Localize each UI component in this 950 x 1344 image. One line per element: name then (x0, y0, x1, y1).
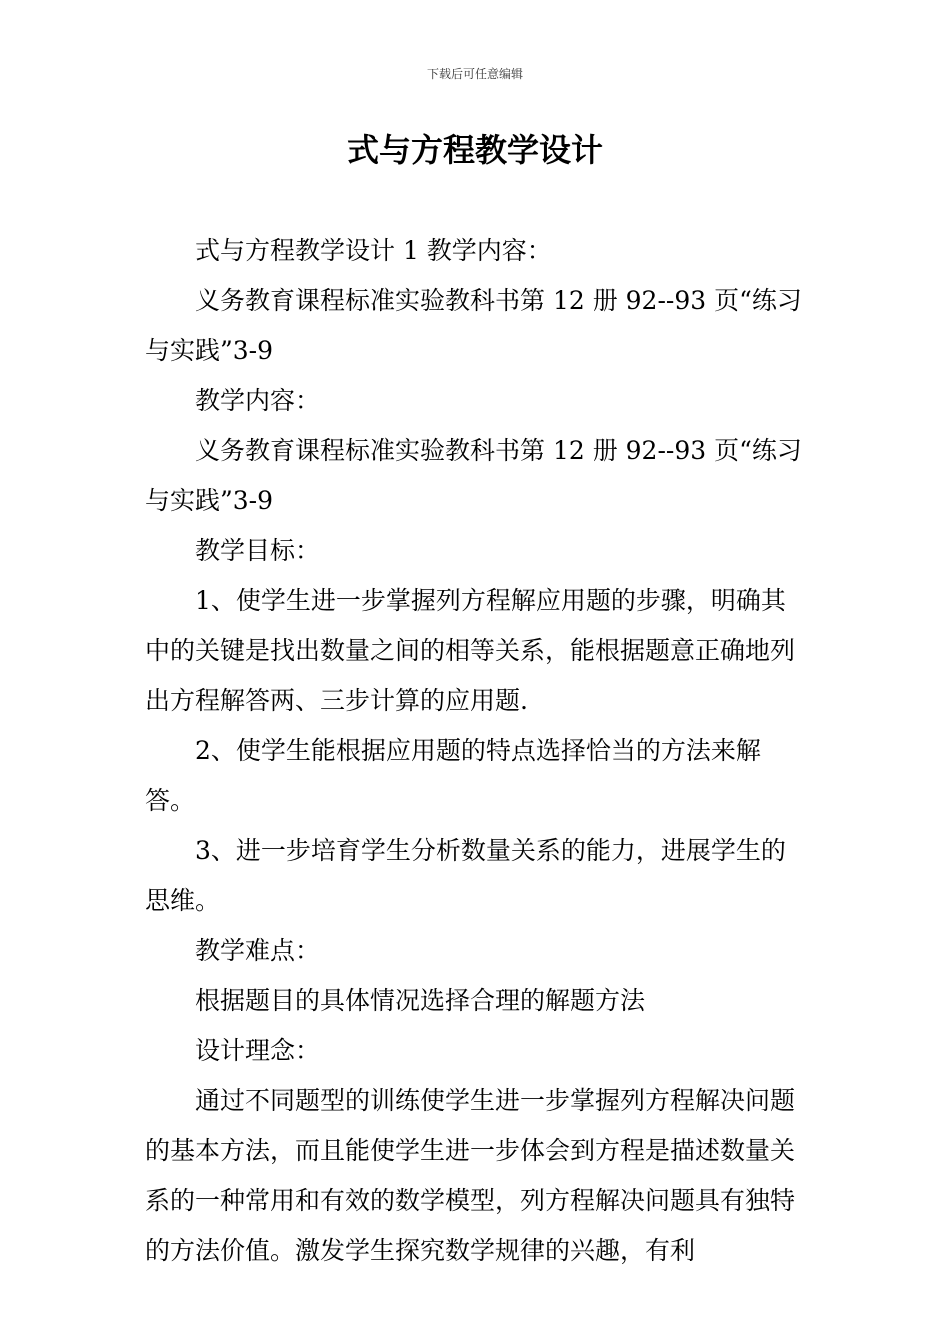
paragraph: 根据题目的具体情况选择合理的解题方法 (195, 986, 646, 1015)
paragraph: 通过不同题型的训练使学生进一步掌握列方程解决问题的基本方法，而且能使学生进一步体会到方程是描述数量关系的一种常用和有效的数学模型，列方程解决问题具有独特的方法价值。激发学生探究数学规律的兴趣，有利 (145, 1086, 796, 1265)
paragraph: 2、使学生能根据应用题的特点选择恰当的方法来解答。 (145, 736, 761, 815)
paragraph: 教学内容： (195, 386, 321, 415)
paragraph: 义务教育课程标准实验教科书第 12 册 92--93 页“练习与实践”3-9 (145, 436, 802, 515)
header-note: 下载后可任意编辑 (426, 67, 523, 81)
paragraph: 设计理念： (195, 1036, 321, 1065)
paragraph: 教学难点： (195, 936, 321, 965)
paragraph: 1、使学生进一步掌握列方程解应用题的步骤，明确其中的关键是找出数量之间的相等关系，能根据题意正确地列出方程解答两、三步计算的应用题. (145, 586, 796, 715)
document-body (145, 226, 805, 1276)
paragraph: 式与方程教学设计 1 教学内容： (195, 236, 552, 265)
document-title: 式与方程教学设计 (346, 131, 603, 169)
paragraph: 教学目标： (195, 536, 321, 565)
paragraph: 3、进一步培育学生分析数量关系的能力，进展学生的思维。 (145, 836, 786, 915)
paragraph: 义务教育课程标准实验教科书第 12 册 92--93 页“练习与实践”3-9 (145, 286, 802, 365)
